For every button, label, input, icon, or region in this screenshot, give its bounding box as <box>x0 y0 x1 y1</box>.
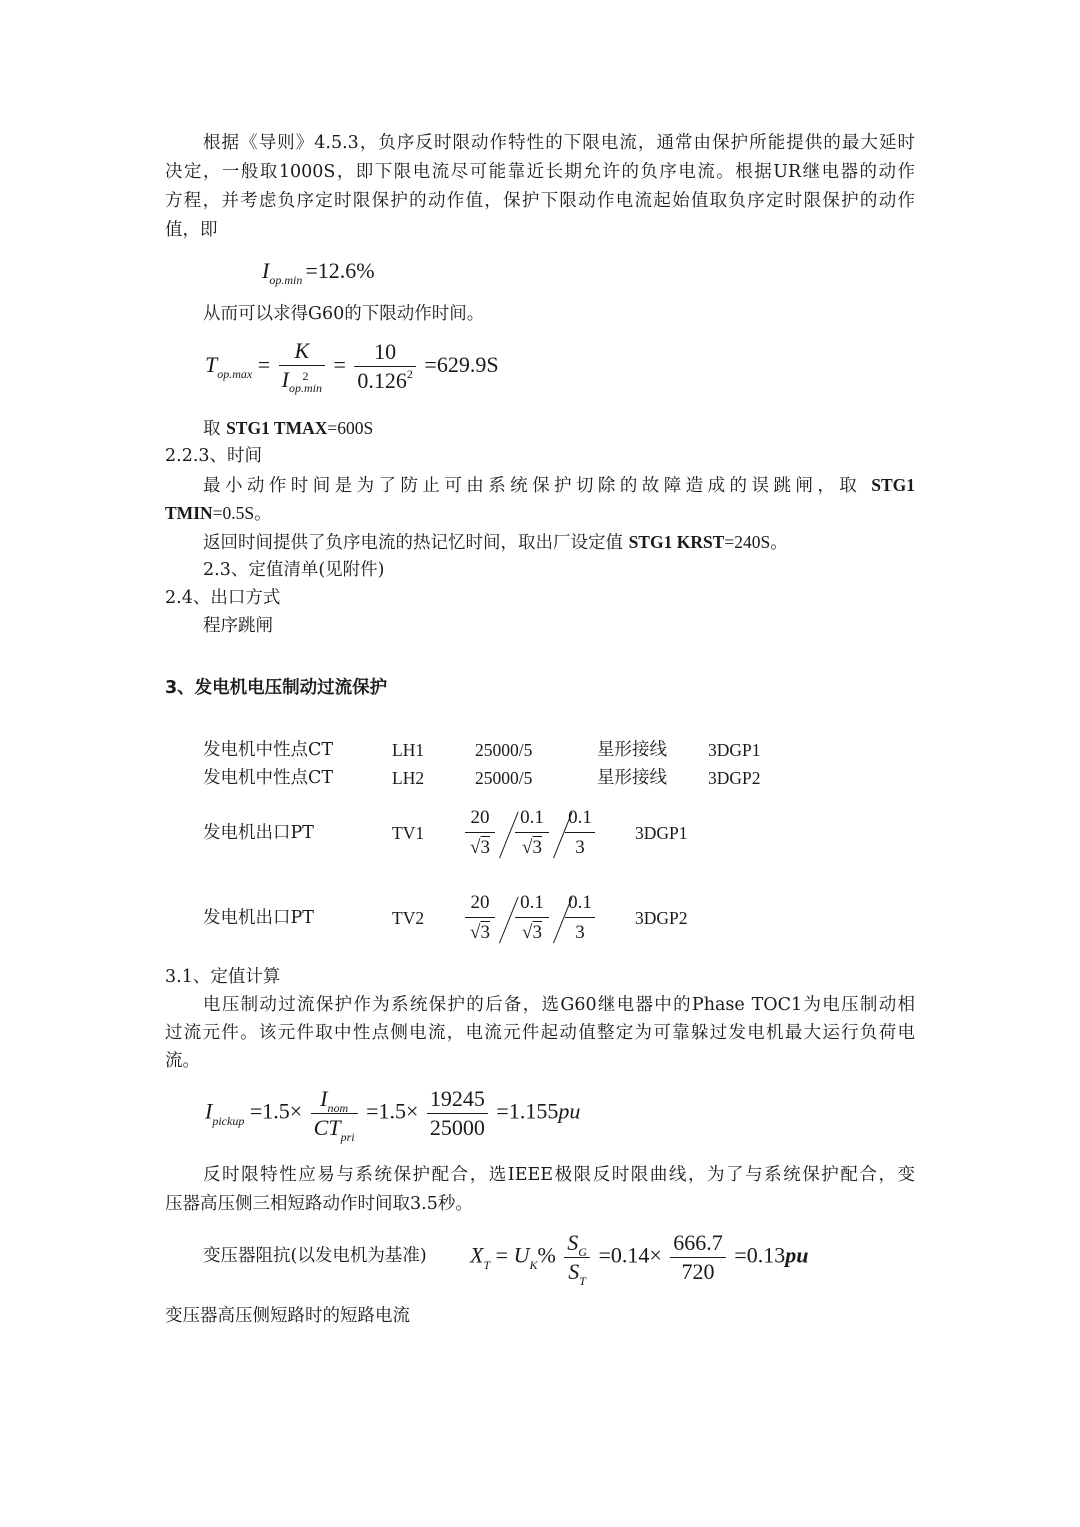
pt-row-1-ratio: 20 √3 0.1 √3 0.1 3 <box>465 808 605 864</box>
equation-i-pickup: $I_{pickup} =1.5\times$ $\frac{I_{nom}}{CT_{pri}}$ =1.5× $\frac{19245}{25000}$ =1.155pu <box>205 1086 581 1144</box>
equation-iop-min: $I_{op.min} =12.6\%$ <box>262 258 375 287</box>
heading-section-3: 3、发电机电压制动过流保护 <box>165 678 388 698</box>
section-3-1: 3.1、定值计算 <box>165 967 281 987</box>
para5-line3: 流。 <box>165 1051 200 1071</box>
ct-row-2-code: LH2 <box>392 768 425 788</box>
equation-top-max: $T_{op.max}$ = K I 2 op.min = $\frac{10}{0.126^2}$ =629.9S <box>205 338 499 395</box>
para6-line2: 压器高压侧三相短路动作时间取3.5秒。 <box>165 1194 473 1214</box>
para1-line4: 值，即 <box>165 220 218 240</box>
pt-row-2-ratio: 20 √3 0.1 √3 0.1 3 <box>465 893 605 949</box>
para6-line1: 反时限特性应易与系统保护配合，选IEEE极限反时限曲线，为了与系统保护配合，变 <box>203 1165 915 1185</box>
ct-row-1-name: 发电机中性点CT <box>203 740 334 760</box>
transformer-impedance-label: 变压器阻抗(以发电机为基准) <box>203 1246 427 1266</box>
ct-row-2-wiring: 星形接线 <box>597 768 667 788</box>
para5-line1: 电压制动过流保护作为系统保护的后备，选G60继电器中的Phase TOC1为电压制动相 <box>203 995 915 1015</box>
ct-row-1-panel: 3DGP1 <box>708 740 761 760</box>
ct-row-1-ratio: 25000/5 <box>475 740 533 760</box>
para3-line1: 最小动作时间是为了防止可由系统保护切除的故障造成的误跳闸，取 STG1 <box>203 475 915 496</box>
pt-row-2-code: TV2 <box>392 908 425 928</box>
ct-row-2-name: 发电机中性点CT <box>203 768 334 788</box>
equation-xt: $X_T = U_K\%$ $\frac{S_G}{S_T}$ =0.14× $\frac{666.7}{720}$ =0.13pu <box>470 1230 809 1288</box>
para5-line2: 过流元件。该元件取中性点侧电流，电流元件起动值整定为可靠躲过发电机最大运行负荷电 <box>165 1023 915 1043</box>
take-tmax: 取 STG1 TMAX=600S <box>203 418 374 439</box>
para1-line2: 决定，一般取1000S，即下限电流尽可能靠近长期允许的负序电流。根据UR继电器的动作 <box>165 162 915 182</box>
pt-row-1-name: 发电机出口PT <box>203 823 314 843</box>
section-2-3: 2.3、定值清单(见附件) <box>203 560 385 580</box>
para1-line1: 根据《导则》4.5.3，负序反时限动作特性的下限电流，通常由保护所能提供的最大延时 <box>203 133 915 153</box>
para1-line3: 方程，并考虑负序定时限保护的动作值，保护下限动作电流起始值取负序定时限保护的动作 <box>165 191 915 211</box>
trip-method: 程序跳闸 <box>203 616 273 636</box>
para4: 返回时间提供了负序电流的热记忆时间，取出厂设定值 STG1 KRST=240S。 <box>203 532 788 553</box>
ct-row-1-code: LH1 <box>392 740 425 760</box>
pt-row-1-panel: 3DGP1 <box>635 823 688 843</box>
last-line: 变压器高压侧短路时的短路电流 <box>165 1306 410 1326</box>
ct-row-1-wiring: 星形接线 <box>597 740 667 760</box>
pt-row-2-name: 发电机出口PT <box>203 908 314 928</box>
section-2-2-3: 2.2.3、时间 <box>165 446 263 466</box>
para2: 从而可以求得G60的下限动作时间。 <box>203 304 485 324</box>
ct-row-2-panel: 3DGP2 <box>708 768 761 788</box>
ct-row-2-ratio: 25000/5 <box>475 768 533 788</box>
pt-row-2-panel: 3DGP2 <box>635 908 688 928</box>
pt-row-1-code: TV1 <box>392 823 425 843</box>
para3-line2: TMIN=0.5S。 <box>165 503 272 523</box>
section-2-4: 2.4、出口方式 <box>165 588 281 608</box>
